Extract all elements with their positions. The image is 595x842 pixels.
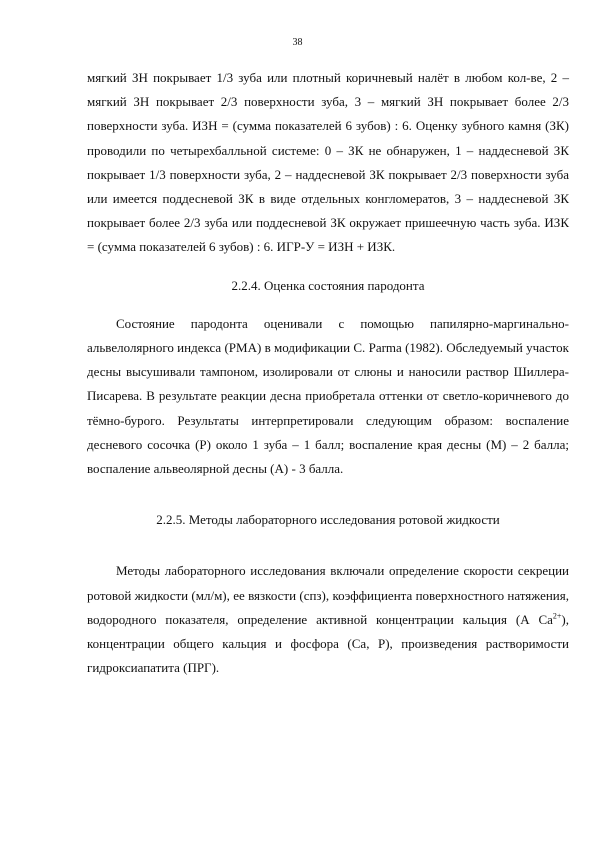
lab-methods-text-start: Методы лабораторного исследования включали определение скорости секреции ротовой жидкости (мл/м), ее вязкости (спз), коэффициента поверхностного натяжения, водородного показателя, определение активной концентрации кальция (А Ca xyxy=(87,563,569,627)
lab-methods-text-end: ), концентрации общего кальция и фосфора (Са, Р), произведения растворимости гидроксиапатита (ПРГ). xyxy=(87,611,569,676)
document-body xyxy=(87,66,569,680)
calcium-charge-superscript: 2+ xyxy=(552,611,562,621)
paragraph-lab-methods xyxy=(87,559,569,680)
section-heading-periodontal: 2.2.4. Оценка состояния пародонта xyxy=(231,277,425,293)
section-heading-lab-methods: 2.2.5. Методы лабораторного исследования ротовой жидкости xyxy=(156,512,500,528)
page-number: 38 xyxy=(292,37,303,48)
paragraph-pma-index: Состояние пародонта оценивали с помощью папилярно-маргинально-альвелолярного индекса (РМА) в модификации C. Parma (1982). Обследуемый участок десны высушивали тампоном, изолировали от слюны и наносили раствор Шиллера-Писарева. В результате реакции десна приобретала оттенки от светло-коричневого до тёмно-бурого. Результаты интерпретировали следующим образом: воспаление десневого сосочка (Р) около 1 зуба – 1 балл; воспаление края десны (М) – 2 балла; воспаление альвеолярной десны (А) - 3 балла. xyxy=(87,315,569,477)
paragraph-plaque-calculus-index: мягкий ЗН покрывает 1/3 зуба или плотный коричневый налёт в любом кол-ве, 2 – мягкий ЗН покрывает 2/3 поверхности зуба, 3 – мягкий ЗН покрывает более 2/3 поверхности зуба. ИЗН = (сумма показателей 6 зубов) : 6. Оценку зубного камня (ЗК) проводили по четырехбалльной системе: 0 – ЗК не обнаружен, 1 – наддесневой ЗК покрывает 1/3 поверхности зуба, 2 – наддесневой ЗК покрывает 2/3 поверхности зуба или имеется поддесневой ЗК в виде отдельных конгломератов, 3 – наддесневой ЗК покрывает более 2/3 зуба или поддесневой ЗК окружает пришеечную часть зуба. ИЗК = (сумма показателей 6 зубов) : 6. ИГР-У = ИЗН + ИЗК. xyxy=(87,70,569,255)
